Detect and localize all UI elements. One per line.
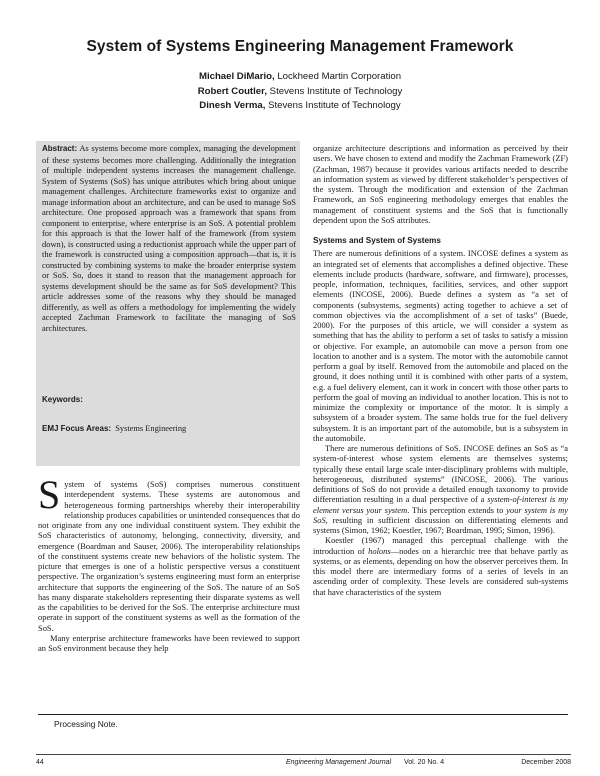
section-heading: Systems and System of Systems (313, 236, 441, 245)
author-name: Michael DiMario, (198, 71, 275, 82)
intro-column (38, 472, 300, 653)
author-affiliation: Stevens Institute of Technology (265, 100, 401, 111)
intro-paragraph-2: Many enterprise architecture frameworks have been reviewed to support an SoS environment because they help (38, 632, 300, 653)
paragraph (313, 443, 568, 535)
issue-date: December 2008 (521, 759, 571, 766)
focus-areas (42, 424, 186, 433)
abstract (42, 143, 296, 333)
drop-cap: S (38, 472, 61, 517)
paragraph: There are numerous definitions of a system. INCOSE defines a system as an integrated set of elements that accomplishes a defined objective. These elements include products (hardware, software, and firmware), processes, people, information, techniques, facilities, services, and other support elements (INCOSE, 2006). Buede defines a system as “a set of components (subsystems, segments) acting together to achieve a set of common objectives via the accomplishment of a set of tasks” (Buede, 2000). For the purposes of this article, we will consider a system as something that has the ability to perform a set of tasks to satisfy a mission or objective. For example, an automobile can move a person from one location to another and is a system. The motor with the automobile cannot perform a goal by itself. Removed from the automobile and placed on the ground, it does nothing until it is combined with other parts of a system, e.g. a fuel delivery element, can it work in concert with those other parts to perform the goal of moving an individual to another location. This is not to minimize the complexity or importance of the motor. It is simply a subsystem of a broader system. The same holds true for the fuel delivery subsystem. It is an important part of the automobile, but is a subsystem in the automobile. (313, 248, 568, 443)
author-line (0, 85, 600, 100)
author-list (0, 70, 600, 114)
text-run: —nodes on a hierarchic tree that behave partly as systems, or as elements, depending on how the observer perceives them. In this model there are intermediary forms of a series of levels in an ascending order of complexity. These levels are considered sub-systems that have characteristics of the system (313, 545, 568, 597)
footnote-text: Processing Note. (54, 719, 118, 729)
focus-areas-label: EMJ Focus Areas: (42, 424, 112, 433)
volume-issue: Vol. 20 No. 4 (404, 759, 445, 766)
right-column (313, 143, 568, 597)
intro-paragraph (38, 472, 300, 633)
abstract-text: As systems become more complex, managing the development of these systems becomes more challenging. Additionally the integration of multiple independent systems increases the management challenge. System of Systems (SoS) has unique attributes which bring about unique management challenges. Architecture frameworks exist to organize and manage information about an architecture, and can be used to manage SoS architecture. One proposed approach was a framework that spans from component to enterprise, where enterprise is an SoS. A potential problem for this approach is that the lower half of the framework (from system down), is constructed using a reductionist approach while the upper part of the framework is constructed using a composition approach—that is, it is constructed by combining systems to make the broader enterprise system or SoS. So, does it stand to reason that the management approach for systems development should be the same as for SoS development? This article addresses some of the reasons why they should be managed differently, as well as offers a methodology for implementing the widely accepted Zachman Framework to facilitate the managing of SoS architectures. (42, 143, 296, 333)
author-affiliation: Lockheed Martin Corporation (274, 71, 402, 82)
author-line (0, 99, 600, 114)
text-run: There are numerous definitions of SoS. INCOSE defines an SoS as “a system-of-interest whose system elements are themselves systems; typically these entail large scale inter-disciplinary problems with multiple, heterogeneous, distributed systems” (INCOSE, 2006). The various definitions of SoS do not provide a detailed enough taxonomy to provide differentiation resulting in a dual perspective of a (313, 443, 568, 505)
author-name: Robert Coutler, (197, 85, 267, 97)
paragraph (313, 535, 568, 597)
footnote (38, 714, 568, 729)
text-run: , resulting in sufficient discussion on differentiating elements and systems (Simon, 1962; Koestler, 1967; Boardman, 1995; Simon, 1996). (313, 514, 568, 535)
article-title: System of Systems Engineering Management Framework (86, 38, 514, 55)
intro-text: ystem of systems (SoS) comprises numerous constituent interdependent systems. These systems are autonomous and heterogeneous forming partnerships whereby their interoperability relationship produces capabilities or unintended consequences that do not originate from any one individual constituent system. They exhibit the SoS characteristics of autonomy, belonging, connectivity, diversity, and emergence (Boardman and Sauser, 2006). The interoperability relationships of the constituent systems create new behaviors of the holistic system. The picture that emerges is one of a holistic perspective versus a constituent perspective. The organization’s systems engineering must form an enterprise architecture that supports the engineering of the SoS. The nature of an SoS has many disparate stakeholders representing their disparate systems as well as the capabilities to be derived for the SoS. The enterprise architecture must operate in support of the constituent systems as well as the formation of the SoS. (38, 479, 300, 633)
author-line (0, 70, 600, 85)
text-run: . This perception extends to (407, 504, 507, 515)
italic-run: holons (368, 545, 391, 556)
author-affiliation: Stevens Institute of Technology (267, 85, 403, 97)
page-number: 44 (36, 759, 44, 766)
italic-run: system-of-interest is my element versus your system (313, 494, 568, 515)
italic-run: your system is my SoS (313, 504, 568, 525)
author-name: Dinesh Verma, (199, 100, 266, 111)
abstract-label: Abstract: (42, 144, 78, 153)
keywords-label: Keywords: (42, 395, 83, 404)
text-run: Koestler (1967) managed this perceptual challenge with the introduction of (313, 535, 568, 556)
focus-areas-value: Systems Engineering (115, 424, 187, 433)
page-footer (36, 754, 571, 768)
journal-name: Engineering Management Journal (286, 759, 392, 766)
paragraph: organize architecture descriptions and information as perceived by their users. We have chosen to extend and modify the Zachman Framework (ZF) (Zachman, 1987) because it provides various artifacts needed to describe an information system as viewed by different stakeholder’s perspectives of the system. Through the modification and extension of the Zachman Framework, an SoS engineering methodology emerges that enables the management of constituent systems and the SoS that is functionally dependent upon the SoS attributes. (313, 143, 568, 225)
